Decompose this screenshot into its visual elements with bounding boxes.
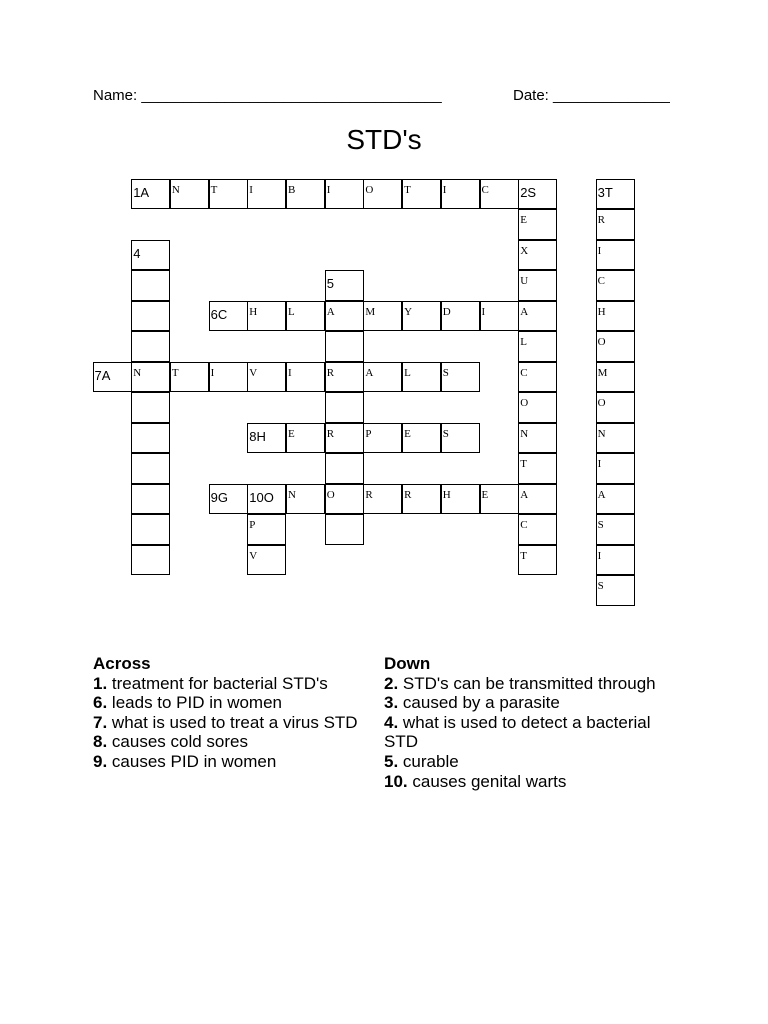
down-clue-list [384, 674, 684, 792]
across-clue [93, 693, 378, 713]
crossword-cell [131, 362, 170, 393]
cell-letter: I [326, 183, 331, 196]
cell-letter: M [365, 305, 376, 318]
crossword-cell [518, 453, 557, 484]
clue-number: 4. [384, 712, 399, 732]
crossword-cell [402, 179, 441, 210]
crossword-cell [402, 484, 441, 515]
cell-letter: A [597, 488, 606, 501]
crossword-cell [170, 179, 209, 210]
crossword-cell [131, 545, 170, 576]
crossword-cell [247, 362, 286, 393]
down-clue [384, 693, 684, 713]
cell-letter: V [249, 366, 258, 379]
across-clue-list [93, 674, 378, 772]
crossword-cell [247, 423, 286, 454]
cell-letter: V [249, 549, 258, 562]
clue-number: 9. [93, 751, 108, 771]
cell-letter: X [520, 244, 529, 257]
cell-letter: C [520, 519, 528, 531]
clue-text: causes cold sores [111, 732, 248, 752]
crossword-cell [209, 362, 248, 393]
cell-number: 2S [520, 184, 537, 200]
crossword-cell [286, 301, 325, 332]
cell-number: 9G [210, 489, 228, 505]
across-clue [93, 752, 378, 772]
crossword-cell [131, 484, 170, 515]
clue-text: what is used to detect a bacterial STD [384, 712, 651, 752]
cell-letter: U [520, 275, 529, 287]
cell-letter: N [520, 427, 529, 440]
cell-letter: Y [404, 305, 413, 318]
cell-letter: S [442, 366, 449, 379]
cell-letter: I [249, 183, 253, 196]
crossword-cell [596, 331, 635, 362]
crossword-cell [325, 453, 364, 484]
cell-letter: P [365, 427, 372, 440]
crossword-cell [441, 362, 480, 393]
crossword-cell [596, 545, 635, 576]
clue-number: 3. [384, 693, 399, 713]
crossword-cell [325, 362, 364, 393]
down-clue [384, 674, 684, 694]
crossword-cell [596, 514, 635, 545]
crossword-cell [402, 423, 441, 454]
cell-letter: O [597, 336, 606, 348]
cell-number: 1A [133, 184, 150, 200]
crossword-cell [596, 209, 635, 240]
crossword-cell [518, 514, 557, 545]
crossword-cell [518, 423, 557, 454]
crossword-cell [402, 301, 441, 332]
crossword-cell [286, 484, 325, 515]
crossword-cell [131, 179, 170, 210]
across-clue [93, 713, 378, 733]
cell-letter: R [597, 214, 605, 226]
name-field: Name: ____________________________________ [93, 87, 442, 104]
cell-letter: R [365, 488, 373, 501]
crossword-cell [596, 301, 635, 332]
crossword-cell [363, 301, 402, 332]
cell-letter: E [481, 488, 489, 501]
across-clue [93, 674, 378, 694]
cell-number: 5 [326, 276, 334, 291]
cell-letter: S [442, 427, 449, 440]
crossword-cell [325, 514, 364, 545]
crossword-cell [518, 392, 557, 423]
crossword-cell [131, 423, 170, 454]
crossword-cell [596, 575, 635, 606]
crossword-cell [518, 362, 557, 393]
crossword-cell [596, 270, 635, 301]
cell-number: 3T [597, 184, 613, 200]
crossword-cell [518, 270, 557, 301]
crossword-cell [209, 301, 248, 332]
cell-letter: I [597, 458, 602, 470]
cell-letter: A [365, 366, 374, 379]
cell-letter: I [597, 244, 602, 257]
crossword-cell [325, 270, 364, 301]
across-heading: Across [93, 654, 151, 673]
crossword-cell [170, 362, 209, 393]
cell-letter: N [597, 427, 606, 440]
across-clue [93, 732, 378, 752]
clue-text: caused by a parasite [402, 693, 560, 713]
crossword-cell [596, 179, 635, 210]
clue-number: 8. [93, 732, 108, 752]
crossword-cell [518, 301, 557, 332]
cell-letter: E [288, 427, 295, 440]
clue-text: what is used to treat a virus STD [111, 712, 358, 732]
clue-number: 2. [384, 673, 399, 693]
crossword-cell [518, 331, 557, 362]
crossword-cell [247, 514, 286, 545]
down-clue [384, 772, 684, 792]
clue-text: curable [402, 751, 459, 771]
cell-letter: T [520, 549, 527, 562]
crossword-cell [247, 301, 286, 332]
cell-letter: R [326, 366, 335, 379]
cell-letter: T [520, 458, 527, 470]
crossword-cell [247, 179, 286, 210]
cell-letter: D [442, 305, 451, 318]
crossword-cell [363, 179, 402, 210]
date-field: Date: ______________ [513, 87, 670, 104]
crossword-cell [325, 179, 364, 210]
cell-letter: T [171, 366, 179, 379]
cell-letter: T [404, 183, 411, 196]
cell-letter: C [481, 183, 489, 196]
crossword-cell [209, 484, 248, 515]
cell-letter: H [597, 305, 606, 318]
crossword-cell [596, 423, 635, 454]
clue-number: 7. [93, 712, 108, 732]
cell-letter: A [326, 305, 335, 318]
crossword-cell [93, 362, 132, 393]
crossword-cell [596, 392, 635, 423]
cell-letter: L [404, 366, 411, 379]
cell-letter: I [481, 305, 486, 318]
down-clue [384, 752, 684, 772]
cell-number: 7A [94, 367, 111, 383]
crossword-cell [209, 179, 248, 210]
crossword-cell [518, 179, 557, 210]
crossword-cell [286, 179, 325, 210]
cell-letter: P [249, 519, 256, 531]
clue-text: STD's can be transmitted through [402, 673, 656, 693]
clue-number: 1. [93, 673, 108, 693]
cell-number: 4 [133, 245, 141, 261]
cell-letter: R [404, 488, 412, 501]
crossword-cell [402, 362, 441, 393]
cell-letter: O [326, 488, 335, 501]
crossword-cell [247, 545, 286, 576]
crossword-cell [131, 514, 170, 545]
cell-letter: N [171, 183, 180, 196]
cell-letter: T [210, 183, 218, 196]
cell-letter: E [404, 427, 411, 440]
clue-text: causes genital warts [412, 771, 567, 791]
crossword-cell [363, 362, 402, 393]
cell-letter: N [133, 366, 142, 379]
crossword-cell [480, 301, 519, 332]
cell-letter: A [520, 488, 529, 501]
page-title: STD's [346, 124, 422, 155]
clue-text: leads to PID in women [111, 693, 283, 713]
crossword-cell [480, 484, 519, 515]
crossword-cell [247, 484, 286, 515]
cell-letter: O [520, 397, 529, 409]
crossword-cell [131, 453, 170, 484]
crossword-cell [518, 484, 557, 515]
across-clues [93, 654, 378, 772]
crossword-cell [441, 301, 480, 332]
crossword-cell [441, 179, 480, 210]
crossword-cell [131, 270, 170, 301]
cell-letter: O [597, 397, 606, 409]
cell-number: 6C [210, 306, 228, 322]
clue-number: 10. [384, 771, 408, 791]
crossword-cell [131, 392, 170, 423]
crossword-cell [441, 484, 480, 515]
cell-letter: H [442, 488, 451, 501]
cell-letter: L [288, 305, 295, 318]
cell-letter: I [597, 549, 602, 562]
down-clue [384, 713, 684, 752]
cell-letter: I [210, 366, 215, 379]
crossword-cell [596, 362, 635, 393]
crossword-cell [518, 209, 557, 240]
crossword-cell [596, 484, 635, 515]
crossword-cell [325, 484, 364, 515]
cell-letter: C [597, 275, 605, 287]
crossword-cell [286, 423, 325, 454]
cell-letter: R [326, 427, 335, 440]
clue-text: treatment for bacterial STD's [111, 673, 328, 693]
cell-letter: C [520, 366, 528, 379]
crossword-cell [596, 240, 635, 271]
cell-number: 8H [249, 428, 266, 444]
crossword-cell [441, 423, 480, 454]
cell-letter: A [520, 305, 529, 318]
crossword-cell [518, 240, 557, 271]
cell-letter: B [288, 183, 296, 196]
crossword-cell [363, 484, 402, 515]
crossword-cell [325, 331, 364, 362]
cell-letter: M [597, 366, 608, 379]
clue-text: causes PID in women [111, 751, 277, 771]
crossword-cell [325, 423, 364, 454]
cell-number: 10O [249, 489, 274, 505]
cell-letter: I [442, 183, 447, 196]
crossword-cell [325, 301, 364, 332]
cell-letter: I [288, 366, 292, 379]
cell-letter: E [520, 214, 527, 226]
crossword-cell [480, 179, 519, 210]
down-heading: Down [384, 654, 431, 673]
down-clues [384, 654, 684, 791]
cell-letter: L [520, 336, 527, 348]
cell-letter: O [365, 183, 374, 196]
crossword-cell [131, 240, 170, 271]
clue-number: 5. [384, 751, 399, 771]
crossword-cell [131, 331, 170, 362]
cell-letter: S [597, 519, 604, 531]
crossword-cell [325, 392, 364, 423]
cell-letter: S [597, 580, 604, 592]
crossword-cell [363, 423, 402, 454]
cell-letter: H [249, 305, 258, 318]
crossword-cell [131, 301, 170, 332]
cell-letter: N [288, 488, 296, 501]
crossword-cell [286, 362, 325, 393]
clue-number: 6. [93, 693, 108, 713]
crossword-cell [596, 453, 635, 484]
crossword-cell [518, 545, 557, 576]
